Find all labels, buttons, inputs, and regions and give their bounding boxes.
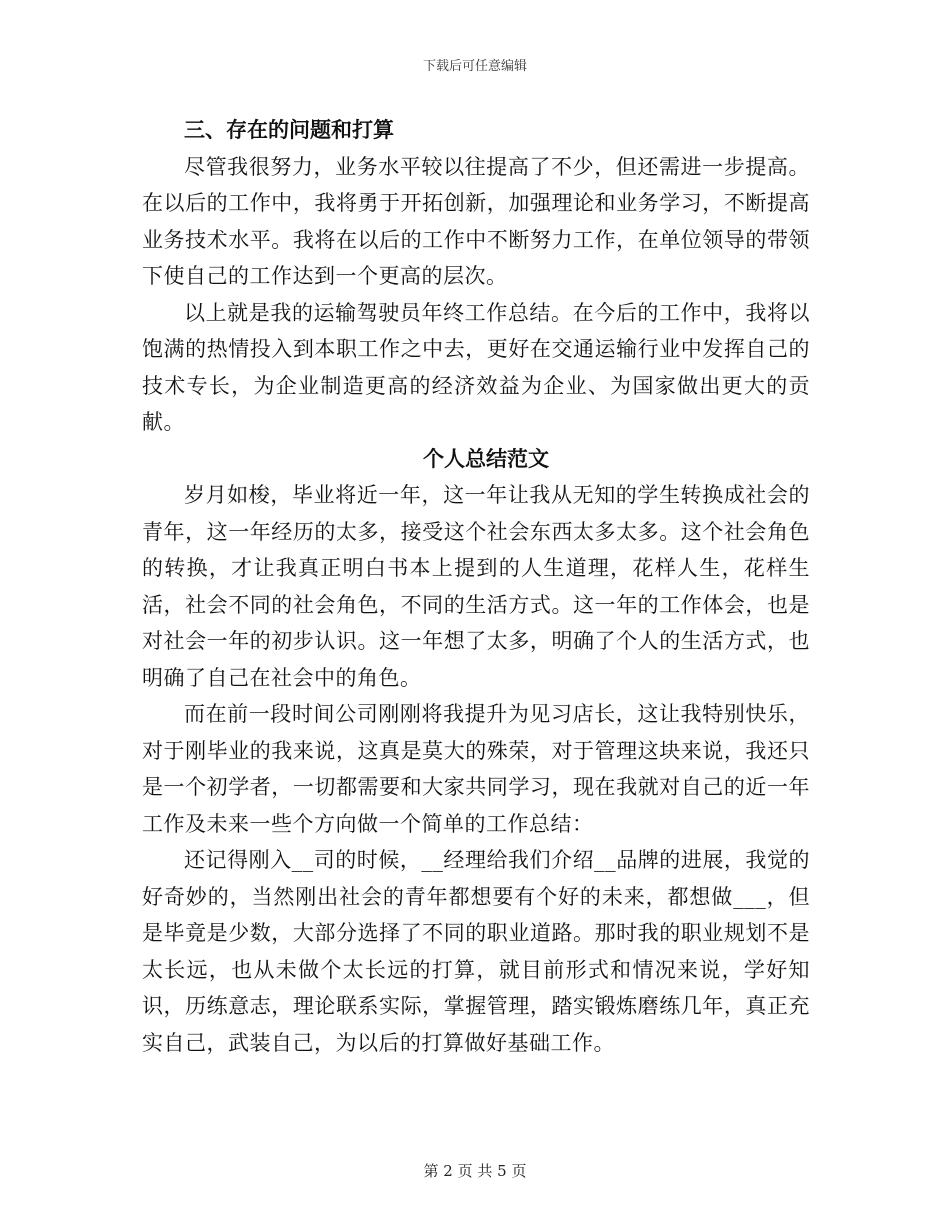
section-paragraph: 尽管我很努力，业务水平较以往提高了不少，但还需进一步提高。在以后的工作中，我将勇于开拓创新，加强理论和业务学习，不断提高业务技术水平。我将在以后的工作中不断努力工作，在单位领导的带领下使自己的工作达到一个更高的层次。 xyxy=(142,154,810,288)
document-body xyxy=(142,112,810,1061)
article-paragraph: 岁月如梭，毕业将近一年，这一年让我从无知的学生转换成社会的青年，这一年经历的太多，接受这个社会东西太多太多。这个社会角色的转换，才让我真正明白书本上提到的人生道理，花样人生，花样生活，社会不同的社会角色，不同的生活方式。这一年的工作体会，也是对社会一年的初步认识。这一年想了太多，明确了个人的生活方式，也明确了自己在社会中的角色。 xyxy=(142,483,810,690)
article-paragraph: 还记得刚入__司的时候，__经理给我们介绍__品牌的进展，我觉的好奇妙的，当然刚出社会的青年都想要有个好的未来，都想做___，但是毕竟是少数，大部分选择了不同的职业道路。那时我的职业规划不是太长远，也从未做个太长远的打算，就目前形式和情况来说，学好知识，历练意志，理论联系实际，掌握管理，踏实锻炼磨练几年，真正充实自己，武装自己，为以后的打算做好基础工作。 xyxy=(142,848,810,1055)
header-note: 下载后可任意编辑 xyxy=(422,59,527,74)
page-number: 第 2 页 共 5 页 xyxy=(423,1162,527,1180)
section-heading: 三、存在的问题和打算 xyxy=(184,117,394,142)
section-paragraph: 以上就是我的运输驾驶员年终工作总结。在今后的工作中，我将以饱满的热情投入到本职工作之中去，更好在交通运输行业中发挥自己的技术专长，为企业制造更高的经济效益为企业、为国家做出更大的贡献。 xyxy=(142,300,810,434)
article-title: 个人总结范文 xyxy=(423,445,549,471)
article-paragraph: 而在前一段时间公司刚刚将我提升为见习店长，这让我特别快乐，对于刚毕业的我来说，这真是莫大的殊荣，对于管理这块来说，我还只是一个初学者，一切都需要和大家共同学习，现在我就对自己的近一年工作及未来一些个方向做一个简单的工作总结： xyxy=(142,702,810,836)
